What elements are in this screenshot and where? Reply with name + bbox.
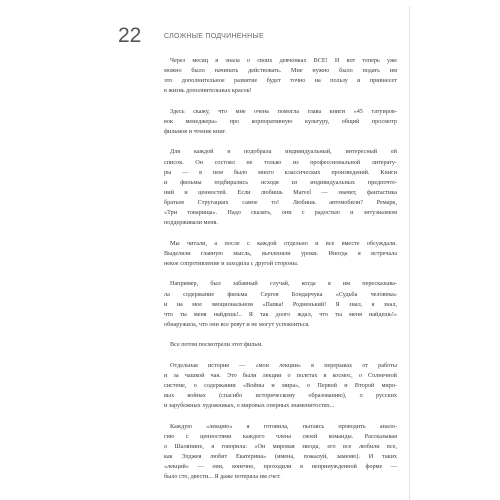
text-line: «лекций» — они, конечно, проходили в непринужденной форме — [164,463,397,471]
paragraph [164,361,397,412]
text-line: ры — в нем было много классических произведений. Книги [164,168,397,176]
paragraph [164,239,397,269]
text-line: ла содержание фильма Сергея Бондарчука «Судьба человека» [164,290,397,298]
text-line: список. Он состоял не только из профессиональной литерату- [164,158,397,166]
text-line: системе, о содержании «Войны и мира», о Первой и Второй миро- [164,381,397,389]
page-number: 22 [118,24,142,47]
page-edge-shadow [409,6,410,500]
text-line: вых войнах (спасибо историческому образованию), о русских [164,392,397,400]
text-line: Каждую «лекцию» я готовила, пытаясь проводить анало- [170,422,397,430]
text-line: Здесь скажу, что мне очень помогла глава книги «45 татуиров- [170,107,397,115]
text-line: что ты меня найдешь!.. Я так долго ждал, что ты меня найдешь!» [164,310,397,318]
text-line: Отдельная история — «мои лекции» в перерывах от работы [170,361,397,369]
paragraph [164,56,397,97]
text-line: и на мое эмоциональном «Папка! Родненький! Я знал, я знал, [164,300,397,308]
text-line: некое сопротивление и заходила с другой стороны. [164,260,299,268]
text-line: поддерживали меня. [164,219,218,227]
text-line: братьев Стругацких самое то! Любишь автомобили? Ремарк, [164,199,397,207]
text-line: и зарубежных художниках, о мировых оперных знаменитостях... [164,402,335,410]
text-line: ний и ценностей. Если любишь Marvel — значит, фантастика [164,189,397,196]
text-line: в жизнь дополнительных красок! [164,87,252,95]
text-line: как Элджея любит Екатерина» (имена, пожалуй, заменю). И таких [164,452,397,460]
paragraph [164,340,397,350]
paragraph [164,279,397,330]
text-line: и фильмы подбирались исходя из индивидуальных предпочте- [164,178,397,186]
paragraph [164,107,397,137]
text-line: это дополнительное развитие будет точно на пользу и привнесет [164,77,397,85]
text-line: о Шаляпине, я говорила: «Он мировая звезда, его все любили все, [164,442,397,450]
text-line: Через месяц я знала о своих девчонках ВСЕ! И вот теперь уже [170,57,397,64]
text-line: «Три товарища». Надо сказать, они с радостью и энтузиазмом [164,209,397,217]
text-line: было сто, двести... Я даже потеряла им счет. [164,473,281,481]
text-line: и за чашкой чая. Это были лекции о полетах в космос, о Солнечной [164,371,397,379]
paragraph [164,422,397,483]
page-header [118,24,408,48]
text-line: Например, был забавный случай, когда я им пересказыва- [170,280,397,288]
text-line: вок менеджера» про корпоративную культуру, общий просмотр [164,117,397,125]
text-line: можно было начинать действовать. Мне нужно было подать им [164,67,397,75]
text-line: фильмов и чтение книг. [164,128,227,136]
text-line: Для каждой я подобрала индивидуальный, интересный ей [170,148,397,156]
text-line: гию с ценностями каждого члена своей команды. Рассказывая [164,432,397,440]
text-line: Все потом посмотрели этот фильм. [170,341,263,349]
text-line: обнаружила, что они все ревут и не могут успокоиться. [164,321,310,328]
text-line: Мы читали, а после с каждой отдельно и все вместе обсуждали. [170,239,397,247]
running-title: СЛОЖНЫЕ ПОДЧИНЕННЫЕ [164,33,264,40]
body-text [164,56,397,493]
text-line: Выделяли главную мысль, вычленяли уроки. Иногда я встречала [164,249,397,257]
paragraph [164,147,397,228]
